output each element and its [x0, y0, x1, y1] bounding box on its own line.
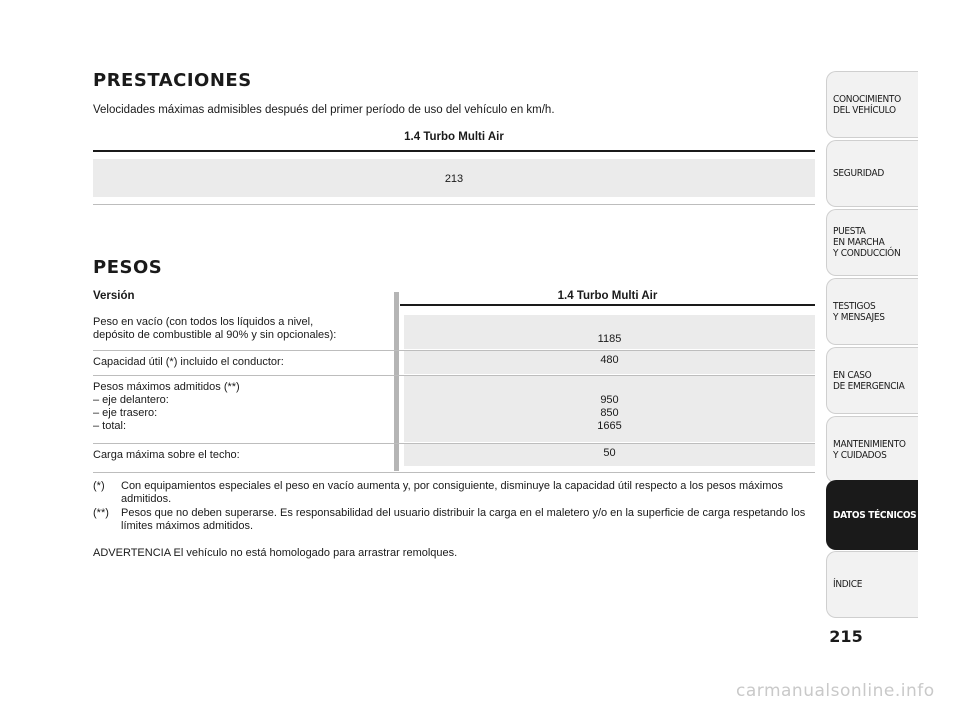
pesos-bottom-rule [93, 472, 815, 473]
watermark: carmanualsonline.info [736, 681, 935, 701]
pesos-row-divider [93, 350, 815, 351]
tab-testigos-y-mensajes[interactable]: TESTIGOS Y MENSAJES [826, 278, 918, 345]
pesos-col-version: Versión [93, 290, 135, 302]
section-title-prestaciones: PRESTACIONES [93, 70, 252, 91]
tab-indice[interactable]: ÍNDICE [826, 551, 918, 618]
prestaciones-max-speed: 213 [444, 173, 464, 185]
pesos-col-engine: 1.4 Turbo Multi Air [557, 290, 658, 302]
tab-puesta-en-marcha[interactable]: PUESTA EN MARCHA Y CONDUCCIÓN [826, 209, 918, 276]
tab-conocimiento-del-vehiculo[interactable]: CONOCIMIENTO DEL VEHÍCULO [826, 71, 918, 138]
pesos-row-label: Pesos máximos admitidos (**) – eje delantero: – eje trasero: – total: [93, 381, 240, 432]
tab-mantenimiento-y-cuidados[interactable]: MANTENIMIENTO Y CUIDADOS [826, 416, 918, 483]
pesos-row-divider [93, 443, 815, 444]
pesos-row-label: Capacidad útil (*) incluido el conductor: [93, 356, 284, 368]
pesos-row-divider [93, 375, 815, 376]
pesos-row-value: 50 [603, 447, 616, 459]
footnote-mark: (**) [93, 507, 109, 519]
pesos-row-value: 950 850 1665 [597, 394, 622, 432]
page-number: 215 [829, 627, 863, 646]
pesos-column-separator [394, 292, 399, 471]
pesos-row-value: 480 [600, 354, 619, 366]
prestaciones-engine-header: 1.4 Turbo Multi Air [404, 131, 504, 143]
footnote-text: Con equipamientos especiales el peso en vacío aumenta y, por consiguiente, disminuye la capacidad útil respecto a los pesos máximos admitidos. [121, 480, 784, 505]
prestaciones-intro: Velocidades máximas admisibles después del primer período de uso del vehículo en km/h. [93, 104, 555, 116]
pesos-row-value: 1185 [597, 333, 622, 345]
prestaciones-header-rule [93, 150, 815, 152]
footnote-text: Pesos que no deben superarse. Es responsabilidad del usuario distribuir la carga en el maletero y/o en la superficie de carga respetando los límites máximos admitidos. [121, 507, 806, 532]
pesos-row-label: Carga máxima sobre el techo: [93, 449, 240, 461]
tab-en-caso-de-emergencia[interactable]: EN CASO DE EMERGENCIA [826, 347, 918, 414]
section-title-pesos: PESOS [93, 257, 163, 278]
tab-datos-tecnicos[interactable]: DATOS TÉCNICOS [826, 480, 918, 550]
pesos-row-label: Peso en vacío (con todos los líquidos a nivel, depósito de combustible al 90% y sin opcionales): [93, 316, 337, 341]
prestaciones-bottom-rule [93, 204, 815, 205]
footnote-mark: (*) [93, 480, 105, 492]
warning-text: ADVERTENCIA El vehículo no está homologado para arrastrar remolques. [93, 547, 458, 559]
tab-seguridad[interactable]: SEGURIDAD [826, 140, 918, 207]
pesos-header-rule [400, 304, 815, 306]
